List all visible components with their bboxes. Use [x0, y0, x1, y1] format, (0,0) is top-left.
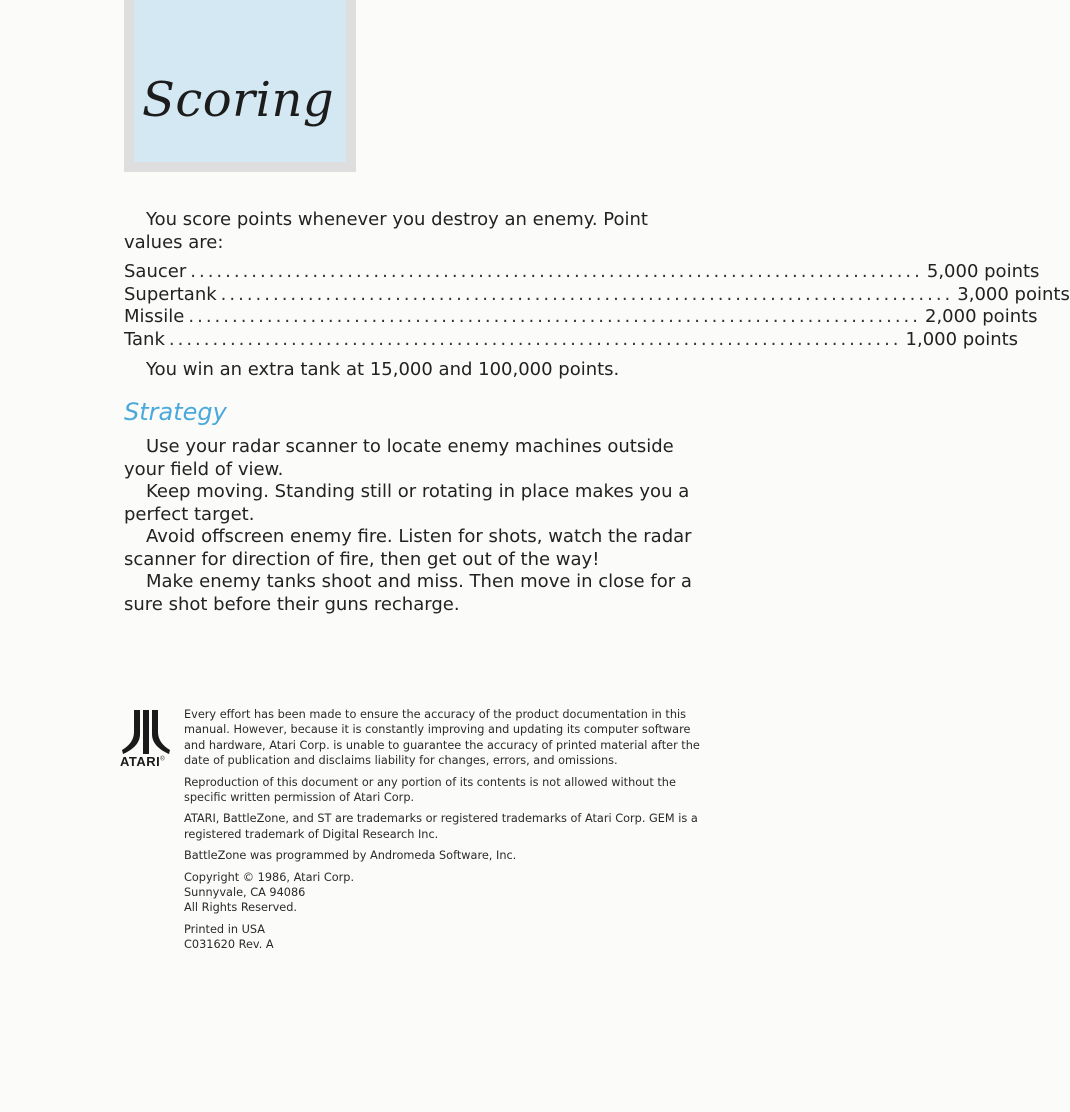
extra-tank-note: You win an extra tank at 15,000 and 100,000 points. — [146, 359, 620, 380]
legal-printed: Printed in USA — [184, 922, 265, 936]
points-row-value: 2,000 points — [925, 306, 1038, 327]
points-row-name: Supertank — [124, 283, 217, 305]
points-row-name: Saucer — [124, 261, 187, 282]
strategy-paragraph: Use your radar scanner to locate enemy machines outside your field of view. — [124, 436, 674, 480]
legal-copyright: Copyright © 1986, Atari Corp. — [184, 870, 355, 884]
legal-programmed: BattleZone was programmed by Andromeda Software, Inc. — [184, 849, 517, 863]
legal-rights: All Rights Reserved. — [184, 901, 297, 915]
strategy-heading: Strategy — [124, 398, 227, 426]
points-row-value: 3,000 points — [957, 283, 1070, 305]
legal-reproduction: Reproduction of this document or any portion of its contents is not allowed without the specific written permission of Atari Corp. — [184, 775, 676, 805]
points-row-value: 5,000 points — [926, 261, 1040, 282]
strategy-section — [124, 436, 704, 616]
points-row-saucer — [124, 261, 1040, 284]
strategy-paragraph: Avoid offscreen enemy fire. Listen for shots, watch the radar scanner for direction of fire, then get out of the way! — [124, 526, 692, 570]
page-title: Scoring — [142, 72, 335, 128]
leader-dots: .................................................................................... — [188, 306, 921, 327]
points-table — [124, 261, 1070, 351]
atari-logo-word: ATARI — [120, 754, 161, 769]
leader-dots: .................................................................................... — [168, 328, 902, 350]
legal-part-number: C031620 Rev. A — [184, 938, 274, 952]
leader-dots: .................................................................................... — [220, 283, 954, 305]
strategy-paragraph: Keep moving. Standing still or rotating in place makes you a perfect target. — [124, 481, 690, 525]
scoring-intro-text: You score points whenever you destroy an enemy. Point values are: — [124, 209, 648, 253]
atari-logo-text — [120, 754, 165, 769]
leader-dots: .................................................................................... — [190, 261, 923, 282]
legal-block — [184, 707, 704, 953]
registered-mark: ® — [160, 756, 166, 763]
points-row-name: Missile — [124, 306, 185, 327]
points-row-name: Tank — [124, 328, 165, 350]
points-row-value: 1,000 points — [905, 328, 1019, 350]
points-row-tank — [124, 328, 1019, 352]
strategy-paragraph: Make enemy tanks shoot and miss. Then move in close for a sure shot before their guns recharge. — [124, 571, 692, 615]
scoring-intro — [124, 208, 704, 254]
legal-trademarks: ATARI, BattleZone, and ST are trademarks or registered trademarks of Atari Corp. GEM is a registered trademark of Digital Research Inc. — [184, 812, 698, 841]
points-row-missile — [124, 306, 1038, 329]
points-row-supertank — [124, 283, 1070, 307]
legal-city: Sunnyvale, CA 94086 — [184, 886, 306, 900]
legal-disclaimer: Every effort has been made to ensure the accuracy of the product documentation in this manual. However, because it is constantly improving and updating its computer software and hardware, Atari Corp. is unable to guarantee the accuracy of printed material after the date of publication and disclaims liability for changes, errors, and omissions. — [184, 708, 700, 768]
